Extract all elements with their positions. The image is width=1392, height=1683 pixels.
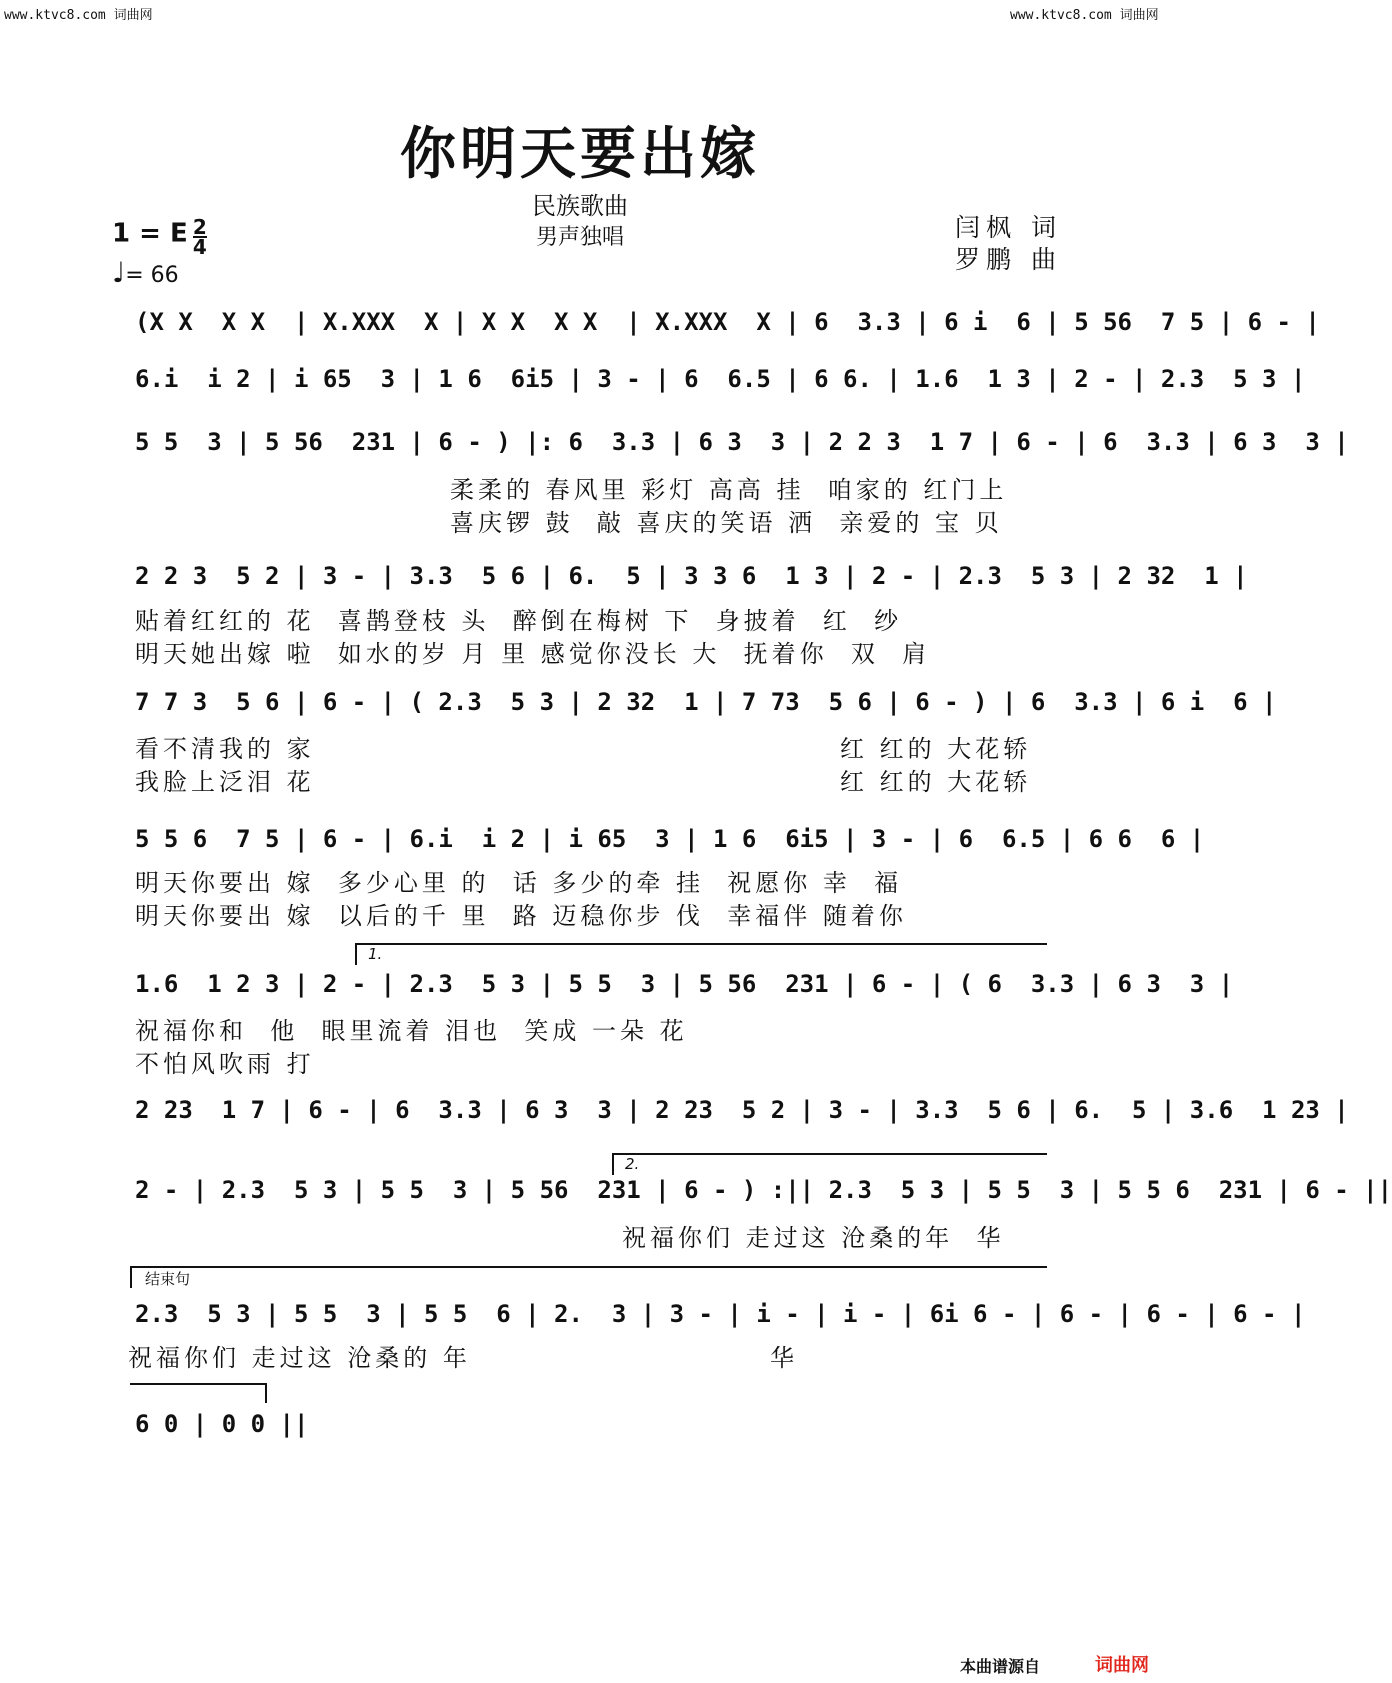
composer-credit: 罗鹏 曲 xyxy=(955,245,1062,274)
coda-label: 结束句 xyxy=(145,1270,191,1288)
lyric-4a: 贴着红红的 花 喜鹊登枝 头 醉倒在梅树 下 身披着 红 纱 xyxy=(135,607,903,635)
ending-1-bracket xyxy=(355,943,1047,965)
lyric-10a: 祝福你们 走过这 沧桑的 年 xyxy=(128,1344,471,1372)
lyric-7a: 祝福你和 他 眼里流着 泪也 笑成 一朵 花 xyxy=(135,1017,688,1045)
lyric-10b: 华 xyxy=(770,1344,798,1372)
header-site-right: www.ktvc8.com 词曲网 xyxy=(1010,8,1159,23)
score-line-4: 2 2 3 5 2 | 3 - | 3.3 5 6 | 6. 5 | 3 3 6 1 3 | 2 - | 2.3 5 3 | 2 32 1 | xyxy=(135,562,1248,590)
score-line-10: 2.3 5 3 | 5 5 3 | 5 5 6 | 2. 3 | 3 - | i - | i - | 6i 6 - | 6 - | 6 - | 6 - | xyxy=(135,1300,1306,1328)
score-line-1: (X X X X | X.XXX X | X X X X | X.XXX X | 6 3.3 | 6 i 6 | 5 56 7 5 | 6 - | xyxy=(135,308,1320,336)
song-voice: 男声独唱 xyxy=(535,225,624,250)
lyric-5a: 看不清我的 家 xyxy=(135,735,315,763)
lyric-7b: 不怕风吹雨 打 xyxy=(135,1050,315,1078)
header-site-left: www.ktvc8.com 词曲网 xyxy=(4,8,153,23)
score-line-7: 1.6 1 2 3 | 2 - | 2.3 5 3 | 5 5 3 | 5 56 231 | 6 - | ( 6 3.3 | 6 3 3 | xyxy=(135,970,1234,998)
coda-bracket xyxy=(130,1266,1047,1288)
tempo-value: = 66 xyxy=(125,263,179,288)
song-title: 你明天要出嫁 xyxy=(400,121,760,187)
score-line-2: 6.i i 2 | i 65 3 | 1 6 6i5 | 3 - | 6 6.5 | 6 6. | 1.6 1 3 | 2 - | 2.3 5 3 | xyxy=(135,365,1306,393)
quarter-note-icon: ♩ xyxy=(112,256,126,289)
score-line-6: 5 5 6 7 5 | 6 - | 6.i i 2 | i 65 3 | 1 6 6i5 | 3 - | 6 6.5 | 6 6 6 | xyxy=(135,825,1205,853)
lyric-6b: 明天你要出 嫁 以后的千 里 路 迈稳你步 伐 幸福伴 随着你 xyxy=(135,902,907,930)
lyric-4b: 明天她出嫁 啦 如水的岁 月 里 感觉你没长 大 抚着你 双 肩 xyxy=(135,640,931,668)
time-signature xyxy=(192,215,207,259)
footer-logo: 词曲网 xyxy=(1095,1655,1149,1676)
ending-2-bracket xyxy=(612,1153,1047,1175)
score-line-11: 6 0 | 0 0 || xyxy=(135,1410,309,1438)
time-top: 2 xyxy=(192,215,207,239)
key-signature xyxy=(112,215,207,259)
final-tie-bracket xyxy=(130,1383,267,1403)
ending-1-label: 1. xyxy=(368,945,383,963)
lyric-5d: 红 红的 大花轿 xyxy=(840,768,1032,796)
score-line-3: 5 5 3 | 5 56 231 | 6 - ) |: 6 3.3 | 6 3 3 | 2 2 3 1 7 | 6 - | 6 3.3 | 6 3 3 | xyxy=(135,428,1349,456)
lyric-6a: 明天你要出 嫁 多少心里 的 话 多少的牵 挂 祝愿你 幸 福 xyxy=(135,869,903,897)
key-label: 1 = E xyxy=(112,218,188,249)
lyric-5c: 红 红的 大花轿 xyxy=(840,735,1032,763)
footer-source: 本曲谱源自 xyxy=(960,1657,1041,1676)
lyricist-credit: 闫枫 词 xyxy=(955,213,1062,242)
song-genre: 民族歌曲 xyxy=(532,192,628,220)
lyric-3b: 喜庆锣 鼓 敲 喜庆的笑语 洒 亲爱的 宝 贝 xyxy=(450,509,1003,537)
lyric-9a: 祝福你们 走过这 沧桑的年 华 xyxy=(622,1224,1005,1252)
ending-2-label: 2. xyxy=(625,1155,640,1173)
lyric-5b: 我脸上泛泪 花 xyxy=(135,768,315,796)
tempo-mark xyxy=(112,256,179,289)
score-line-5: 7 7 3 5 6 | 6 - | ( 2.3 5 3 | 2 32 1 | 7 73 5 6 | 6 - ) | 6 3.3 | 6 i 6 | xyxy=(135,688,1277,716)
lyric-3a: 柔柔的 春风里 彩灯 高高 挂 咱家的 红门上 xyxy=(450,476,1008,504)
score-line-8: 2 23 1 7 | 6 - | 6 3.3 | 6 3 3 | 2 23 5 2 | 3 - | 3.3 5 6 | 6. 5 | 3.6 1 23 | xyxy=(135,1096,1349,1124)
score-line-9: 2 - | 2.3 5 3 | 5 5 3 | 5 56 231 | 6 - ) :|| 2.3 5 3 | 5 5 3 | 5 5 6 231 | 6 - || xyxy=(135,1176,1392,1204)
time-bottom: 4 xyxy=(192,235,207,259)
